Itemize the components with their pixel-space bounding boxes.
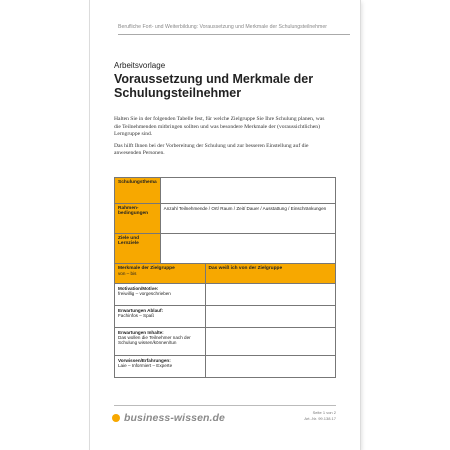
title-line-1: Voraussetzung und Merkmale der (114, 72, 314, 86)
item-motivation (115, 284, 206, 306)
document-title (114, 72, 354, 100)
item-desc: freiwillig – vorgeschrieben (118, 291, 171, 296)
document-type-label: Arbeitsvorlage (114, 61, 166, 70)
item-title: Erwartungen Ablauf: (118, 308, 164, 313)
logo-dot-icon (112, 414, 120, 422)
label-rahmenbedingungen: Rahmen-bedingungen (115, 204, 161, 234)
field-ziele[interactable] (160, 234, 335, 264)
logo-text: business-wissen.de (124, 412, 226, 424)
item-vorwissen (115, 356, 206, 378)
item-title: Motivation/Motive: (118, 286, 159, 291)
item-erwartungen-inhalte (115, 328, 206, 356)
field-erwartungen-ablauf[interactable] (205, 306, 335, 328)
intro-paragraph-1: Halten Sie in der folgenden Tabelle fest, für welche Zielgruppe Sie Ihre Schulung planen, was die Teilnehmenden mitbringen sollten und was besondere Merkmale der (voraussichtlichen) Lerngruppe sind. (114, 116, 325, 138)
footer-divider (114, 405, 336, 406)
item-desc: Laie – Informiert – Experte (118, 363, 173, 368)
page-number: Seite 1 von 2 (312, 410, 336, 415)
header-merkmale-sub: von – bis (118, 271, 137, 276)
intro-text (114, 116, 330, 162)
title-line-2: Schulungsteilnehmer (114, 86, 242, 100)
article-number: Art.-Nr. 99.138.17 (304, 416, 336, 421)
field-erwartungen-inhalte[interactable] (205, 328, 335, 356)
running-header: Berufliche Fort- und Weiterbildung: Voraussetzung und Merkmale der Schulungsteilnehmer (118, 24, 350, 35)
label-schulungsthema: Schulungsthema (115, 178, 161, 204)
label-ziele: Ziele und Lernziele (115, 234, 161, 264)
item-desc: Fachinfos – Spaß (118, 313, 155, 318)
brand-logo[interactable] (112, 412, 225, 424)
footer-meta (304, 410, 336, 422)
item-desc: Das wollen die Teilnehmer nach der Schulung wissen/können/tun (118, 335, 191, 345)
field-schulungsthema[interactable] (160, 178, 335, 204)
field-motivation[interactable] (205, 284, 335, 306)
item-erwartungen-ablauf (115, 306, 206, 328)
field-rahmenbedingungen[interactable]: Anzahl Teilnehmende / Ort/ Raum / Zeit/ Dauer / Ausstattung / Einschränkungen (160, 204, 335, 234)
intro-paragraph-2: Das hilft Ihnen bei der Vorbereitung der Schulung und zur besseren Einstellung auf die anwesenden Personen. (114, 142, 309, 157)
header-wissen: Das weiß ich von der Zielgruppe (205, 264, 335, 284)
field-vorwissen[interactable] (205, 356, 335, 378)
item-title: Erwartungen Inhalte: (118, 330, 164, 335)
planning-table (114, 177, 336, 378)
document-page (90, 0, 360, 450)
header-merkmale (115, 264, 206, 284)
header-merkmale-title: Merkmale der Zielgruppe (118, 266, 175, 271)
item-title: Vorwissen/Erfahrungen: (118, 358, 171, 363)
